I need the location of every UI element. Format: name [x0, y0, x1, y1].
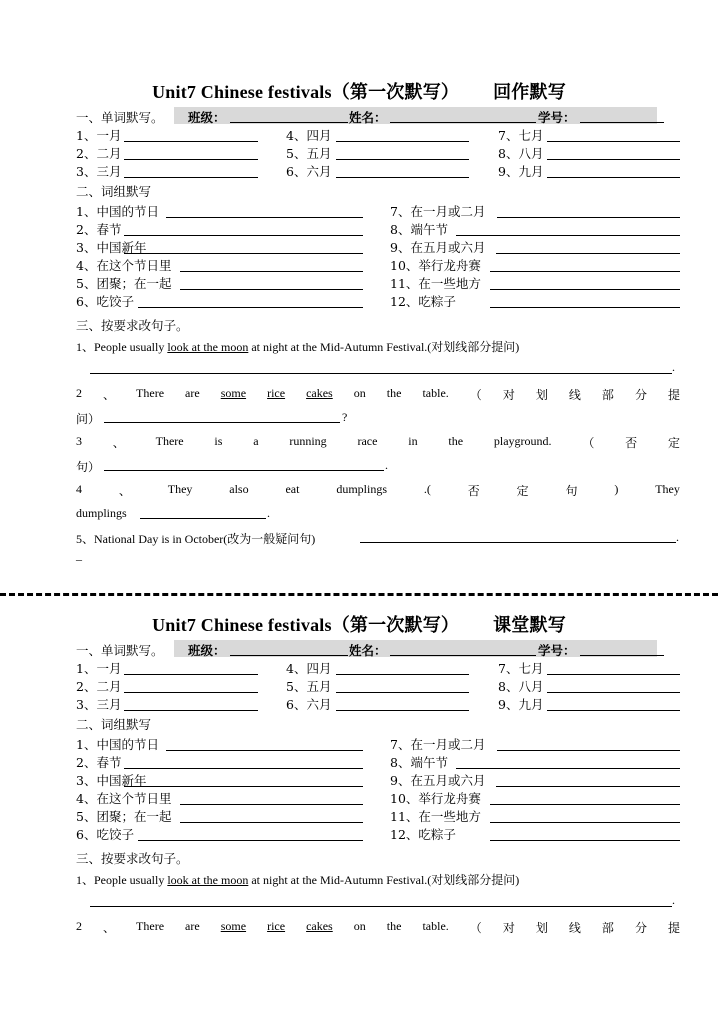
sentence-word: 句: [565, 484, 578, 498]
section-phrases-heading: 二、词组默写: [76, 717, 152, 732]
title-tag: 回作默写: [493, 82, 566, 102]
phrase-answer-line[interactable]: [124, 786, 363, 787]
phrase-item-label: 2、春节: [76, 755, 122, 770]
word-item-label: 1、一月: [76, 661, 122, 676]
section-phrases-heading: 二、词组默写: [76, 184, 152, 199]
sentence-3-end: .: [385, 458, 388, 472]
phrase-answer-line[interactable]: [490, 822, 680, 823]
sentence-word: They: [167, 482, 193, 496]
phrase-item-label: 9、在五月或六月: [390, 773, 486, 788]
word-answer-line[interactable]: [124, 692, 258, 693]
sentence-word: 划: [535, 388, 548, 402]
phrase-answer-line[interactable]: [138, 307, 363, 308]
sentence-4-word: dumplings: [76, 506, 127, 520]
phrase-answer-line[interactable]: [490, 289, 680, 290]
sentence-word: 对: [502, 388, 515, 402]
sentence-word: 部: [601, 388, 614, 402]
sentence-word: the: [386, 386, 402, 400]
word-item-label: 4、四月: [286, 128, 332, 143]
sentence-1-answer-line[interactable]: [90, 906, 672, 907]
phrase-item-label: 11、在一些地方: [390, 809, 481, 824]
sentence-word: cakes: [306, 386, 333, 400]
word-answer-line[interactable]: [124, 710, 258, 711]
sentence-word: table.: [422, 919, 449, 933]
sentence-1-end: .: [672, 360, 675, 374]
word-answer-line[interactable]: [547, 177, 680, 178]
sentence-word: 定: [516, 484, 529, 498]
class-label: 班级：: [188, 110, 226, 125]
phrase-item-label: 7、在一月或二月: [390, 204, 486, 219]
sentence-word: in: [408, 434, 418, 448]
sentence-5: 5、National Day is in October(改为一般疑问句): [76, 532, 316, 546]
sentence-word: 、: [103, 388, 116, 402]
sentence-word: 部: [601, 921, 614, 935]
word-answer-line[interactable]: [547, 692, 680, 693]
phrase-item-label: 1、中国的节日: [76, 737, 159, 752]
phrase-item-label: 11、在一些地方: [390, 276, 481, 291]
phrase-answer-line[interactable]: [166, 750, 363, 751]
name-field[interactable]: [390, 655, 536, 656]
sentence-word: a: [253, 434, 259, 448]
name-label: 姓名：: [349, 110, 387, 125]
worksheet-title: [0, 611, 718, 637]
word-item-label: 9、九月: [498, 697, 544, 712]
word-answer-line[interactable]: [124, 177, 258, 178]
word-answer-line[interactable]: [336, 177, 469, 178]
phrase-item-label: 12、吃粽子: [390, 827, 456, 842]
sentence-word: 4: [76, 482, 82, 496]
worksheet-title: [0, 78, 718, 104]
word-answer-line[interactable]: [547, 159, 680, 160]
phrase-answer-line[interactable]: [496, 253, 680, 254]
sentence-word: on: [353, 386, 366, 400]
phrase-item-label: 6、吃饺子: [76, 294, 134, 309]
sentence-word: There: [136, 919, 165, 933]
word-answer-line[interactable]: [336, 141, 469, 142]
sentence-word: 线: [568, 388, 581, 402]
phrase-item-label: 8、端午节: [390, 755, 448, 770]
phrase-answer-line[interactable]: [490, 307, 680, 308]
sentence-word: 提: [667, 921, 680, 935]
sentence-5-answer-line[interactable]: [360, 542, 676, 543]
word-answer-line[interactable]: [336, 159, 469, 160]
word-item-label: 9、九月: [498, 164, 544, 179]
sentence-2-prefix: 问）: [76, 412, 101, 426]
sentence-1-end: .: [672, 893, 675, 907]
word-item-label: 6、六月: [286, 697, 332, 712]
sentence-2: [76, 919, 680, 936]
sentence-word: on: [353, 919, 366, 933]
sentence-4: [76, 482, 680, 499]
sentence-word: cakes: [306, 919, 333, 933]
phrase-answer-line[interactable]: [496, 786, 680, 787]
sentence-word: 、: [112, 436, 125, 450]
sentence-word: There: [155, 434, 184, 448]
title-main: Unit7 Chinese festivals（第一次默写）: [152, 82, 460, 102]
phrase-answer-line[interactable]: [490, 804, 680, 805]
phrase-answer-line[interactable]: [490, 271, 680, 272]
word-item-label: 8、八月: [498, 146, 544, 161]
sentence-word: rice: [267, 386, 286, 400]
word-item-label: 7、七月: [498, 661, 544, 676]
word-item-label: 7、七月: [498, 128, 544, 143]
section-words-heading: 一、单词默写。: [76, 643, 164, 658]
phrase-item-label: 4、在这个节日里: [76, 258, 172, 273]
phrase-answer-line[interactable]: [180, 271, 363, 272]
sentence-word: 否: [625, 436, 638, 450]
name-label: 姓名：: [349, 643, 387, 658]
phrase-answer-line[interactable]: [138, 840, 363, 841]
phrase-answer-line[interactable]: [166, 217, 363, 218]
word-item-label: 3、三月: [76, 697, 122, 712]
phrase-item-label: 9、在五月或六月: [390, 240, 486, 255]
phrase-answer-line[interactable]: [456, 768, 680, 769]
phrase-item-label: 4、在这个节日里: [76, 791, 172, 806]
phrase-answer-line[interactable]: [180, 804, 363, 805]
phrase-item-label: 6、吃饺子: [76, 827, 134, 842]
word-item-label: 5、五月: [286, 679, 332, 694]
word-item-label: 8、八月: [498, 679, 544, 694]
phrase-answer-line[interactable]: [180, 289, 363, 290]
student-id-field[interactable]: [580, 655, 664, 656]
word-answer-line[interactable]: [124, 674, 258, 675]
sentence-word: running: [289, 434, 327, 448]
sentence-word: 否: [467, 484, 480, 498]
word-answer-line[interactable]: [124, 141, 258, 142]
stray-mark: _: [76, 548, 82, 562]
sentence-word: are: [185, 386, 200, 400]
sentence-word: race: [357, 434, 378, 448]
sentence-3-prefix: 句）: [76, 460, 101, 474]
section-words-heading: 一、单词默写。: [76, 110, 164, 125]
class-label: 班级：: [188, 643, 226, 658]
sentence-2: [76, 386, 680, 403]
sentence-word: are: [185, 919, 200, 933]
sentence-word: 对: [502, 921, 515, 935]
sentence-word: There: [136, 386, 165, 400]
sentence-4-end: .: [267, 506, 270, 520]
word-answer-line[interactable]: [547, 141, 680, 142]
phrase-item-label: 3、中国新年: [76, 240, 147, 255]
student-info-bar: [174, 107, 657, 124]
word-item-label: 2、二月: [76, 679, 122, 694]
student-id-label: 学号：: [538, 643, 576, 658]
sentence-1-answer-line[interactable]: [90, 373, 672, 374]
sentence-word: some: [220, 386, 247, 400]
phrase-item-label: 7、在一月或二月: [390, 737, 486, 752]
sentence-word: also: [229, 482, 249, 496]
section-sentences-heading: 三、按要求改句子。: [76, 851, 189, 866]
sentence-word: 分: [634, 921, 647, 935]
sentence-word: eat: [285, 482, 300, 496]
title-main: Unit7 Chinese festivals（第一次默写）: [152, 615, 460, 635]
sentence-word: some: [220, 919, 247, 933]
phrase-item-label: 5、团聚；在一起: [76, 809, 172, 824]
cut-line: [0, 593, 718, 596]
word-item-label: 5、五月: [286, 146, 332, 161]
sentence-word: （: [469, 388, 482, 402]
word-item-label: 2、二月: [76, 146, 122, 161]
sentence-3: [76, 434, 680, 451]
phrase-item-label: 10、举行龙舟赛: [390, 258, 481, 273]
word-answer-line[interactable]: [124, 159, 258, 160]
phrase-item-label: 12、吃粽子: [390, 294, 456, 309]
name-field[interactable]: [390, 122, 536, 123]
sentence-word: 提: [667, 388, 680, 402]
student-info-bar: [174, 640, 657, 657]
word-answer-line[interactable]: [336, 710, 469, 711]
student-id-label: 学号：: [538, 110, 576, 125]
phrase-item-label: 2、春节: [76, 222, 122, 237]
phrase-answer-line[interactable]: [490, 840, 680, 841]
sentence-word: 2: [76, 919, 82, 933]
sentence-word: rice: [267, 919, 286, 933]
sentence-word: ): [614, 482, 619, 496]
phrase-item-label: 10、举行龙舟赛: [390, 791, 481, 806]
phrase-answer-line[interactable]: [497, 217, 680, 218]
word-answer-line[interactable]: [547, 674, 680, 675]
sentence-word: （: [469, 921, 482, 935]
student-id-field[interactable]: [580, 122, 664, 123]
phrase-answer-line[interactable]: [124, 235, 363, 236]
word-item-label: 4、四月: [286, 661, 332, 676]
sentence-4-answer-line[interactable]: [140, 518, 266, 519]
sentence-word: 定: [667, 436, 680, 450]
sentence-1: 1、People usually look at the moon at night at the Mid-Autumn Festival.(对划线部分提问): [76, 340, 520, 354]
phrase-answer-line[interactable]: [456, 235, 680, 236]
sentence-word: table.: [422, 386, 449, 400]
class-field[interactable]: [230, 655, 348, 656]
sentence-word: 线: [568, 921, 581, 935]
sentence-word: the: [386, 919, 402, 933]
phrase-item-label: 8、端午节: [390, 222, 448, 237]
word-item-label: 3、三月: [76, 164, 122, 179]
class-field[interactable]: [230, 122, 348, 123]
sentence-5-end: .: [676, 530, 679, 544]
sentence-3-answer-line[interactable]: [104, 470, 384, 471]
sentence-word: 划: [535, 921, 548, 935]
word-answer-line[interactable]: [547, 710, 680, 711]
phrase-answer-line[interactable]: [497, 750, 680, 751]
sentence-word: .(: [423, 482, 431, 496]
sentence-word: dumplings: [336, 482, 387, 496]
phrase-item-label: 3、中国新年: [76, 773, 147, 788]
phrase-answer-line[interactable]: [124, 768, 363, 769]
phrase-item-label: 1、中国的节日: [76, 204, 159, 219]
word-answer-line[interactable]: [336, 692, 469, 693]
sentence-word: They: [655, 482, 680, 496]
word-item-label: 6、六月: [286, 164, 332, 179]
section-sentences-heading: 三、按要求改句子。: [76, 318, 189, 333]
sentence-word: playground.: [493, 434, 552, 448]
sentence-2-mark: ?: [342, 410, 348, 424]
sentence-word: the: [448, 434, 464, 448]
sentence-word: 、: [118, 484, 131, 498]
phrase-answer-line[interactable]: [180, 822, 363, 823]
title-tag: 课堂默写: [493, 615, 566, 635]
sentence-1: 1、People usually look at the moon at night at the Mid-Autumn Festival.(对划线部分提问): [76, 873, 520, 887]
sentence-word: 分: [634, 388, 647, 402]
word-answer-line[interactable]: [336, 674, 469, 675]
word-item-label: 1、一月: [76, 128, 122, 143]
sentence-word: 3: [76, 434, 82, 448]
sentence-word: 、: [103, 921, 116, 935]
phrase-answer-line[interactable]: [124, 253, 363, 254]
sentence-word: （: [582, 436, 595, 450]
sentence-word: 2: [76, 386, 82, 400]
sentence-word: is: [214, 434, 223, 448]
phrase-item-label: 5、团聚；在一起: [76, 276, 172, 291]
sentence-2-answer-line[interactable]: [104, 422, 340, 423]
